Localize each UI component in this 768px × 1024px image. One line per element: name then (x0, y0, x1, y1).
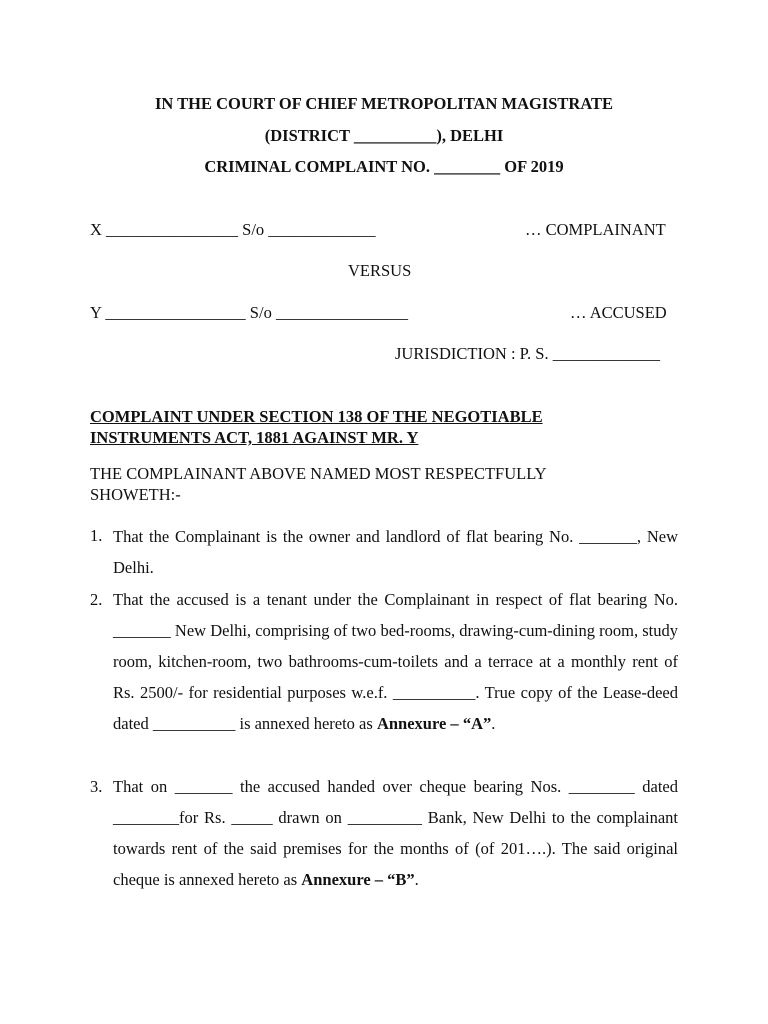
accused-role: … ACCUSED (570, 303, 667, 322)
complaint-number: CRIMINAL COMPLAINT NO. ________ OF 2019 (204, 157, 564, 176)
paragraph-3 (113, 771, 678, 895)
jurisdiction-line: JURISDICTION : P. S. _____________ (395, 344, 660, 363)
annexure-a-mark: “A” (462, 714, 492, 733)
intro-line-2: SHOWETH:- (90, 485, 181, 504)
paragraph-2-end: . (491, 714, 496, 733)
accused-line: Y _________________ S/o ________________ (90, 303, 408, 322)
paragraph-2-number: 2. (90, 590, 103, 609)
complainant-role: … COMPLAINANT (525, 220, 666, 239)
subject-line-2: INSTRUMENTS ACT, 1881 AGAINST MR. Y (90, 428, 419, 447)
paragraph-3-last-line: The said original cheque is annexed hereto as (113, 839, 678, 889)
district-line: (DISTRICT __________), DELHI (264, 126, 504, 145)
paragraph-2-text: That the accused is a tenant under the Complainant in respect of flat bearing No. _______ New Delhi, comprising of two bed-rooms, drawing-cum-dining room, study room, kitchen-room, two bathrooms-cum-toilets and a terrace at a monthly rent of Rs. 2500/- for residential purposes w.e.f. __________. True copy of the Lease-deed dated __________ is annexed hereto as (113, 590, 678, 733)
paragraph-3-number: 3. (90, 777, 103, 796)
paragraph-1-text: That the Complainant is the owner and landlord of flat bearing No. _______, New Delhi. (113, 527, 678, 577)
complainant-line: X ________________ S/o _____________ (90, 220, 376, 239)
paragraph-3-end: . (414, 870, 419, 889)
versus-label: VERSUS (348, 261, 412, 280)
paragraph-3-text: That on _______ the accused handed over cheque bearing Nos. ________ dated ________for Rs. _____ drawn on _________ Bank, New Delhi to the complainant towards rent of the said premises for the months of (of 201….). (113, 777, 678, 858)
paragraph-1-number: 1. (90, 526, 103, 545)
court-title: IN THE COURT OF CHIEF METROPOLITAN MAGISTRATE (154, 94, 614, 113)
subject-line-1: COMPLAINT UNDER SECTION 138 OF THE NEGOTIABLE (90, 407, 543, 426)
annexure-a-label: Annexure – (376, 714, 459, 733)
intro-line-1: THE COMPLAINANT ABOVE NAMED MOST RESPECTFULLY (90, 464, 547, 483)
annexure-b-label: Annexure – “B” (301, 870, 415, 889)
paragraph-1 (113, 521, 678, 583)
paragraph-2 (113, 584, 678, 739)
